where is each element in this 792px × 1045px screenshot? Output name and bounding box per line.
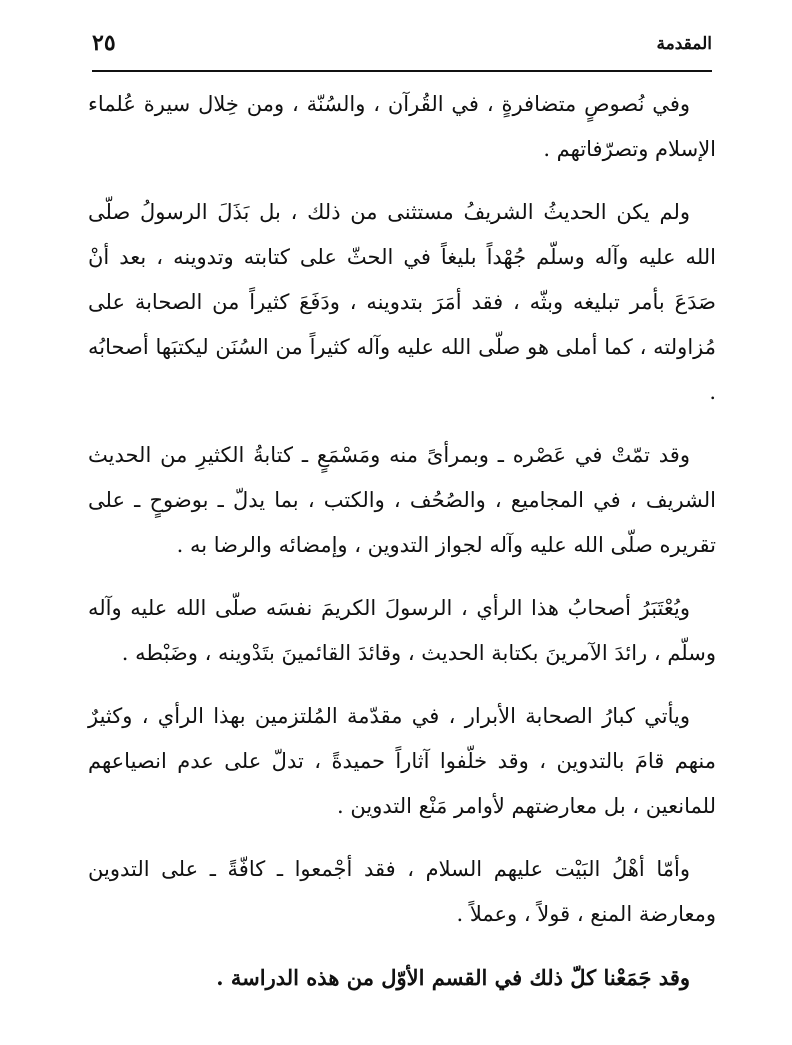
closing-paragraph	[88, 955, 716, 1000]
paragraph-3: وقد تمّتْ في عَصْره ـ وبمرأىً منه ومَسْمَعٍ ـ كتابةُ الكثيرِ من الحديث الشريف ، في المجاميع ، والصُحُف ، والكتب ، بما يدلّ ـ بوضوحٍ ـ على تقريره صلّى الله عليه وآله لجواز التدوين ، وإمضائه والرضا به .	[88, 443, 716, 557]
page-header	[92, 28, 712, 68]
closing-emphasis: القسم الأوّل من هذه الدراسة	[230, 965, 488, 990]
page-number: ٢٥	[92, 30, 116, 56]
body-text	[88, 82, 716, 1018]
closing-lead: وقد جَمَعْنا كلّ ذلك في	[487, 965, 690, 990]
paragraph-1: وفي نُصوصٍ متضافرةٍ ، في القُرآن ، والسُنّة ، ومن خِلال سيرة عُلماء الإسلام وتصرّفاتهم .	[88, 92, 716, 161]
closing-tail: .	[216, 965, 231, 990]
paragraph-5: ويأتي كبارُ الصحابة الأبرار ، في مقدّمة المُلتزمين بهذا الرأي ، وكثيرٌ منهم قامَ بالتدوين ، وقد خلّفوا آثاراً حميدةً ، تدلّ على عدم انصياعهم للمانعين ، بل معارضتهم لأوامر مَنْع التدوين .	[88, 704, 716, 818]
paragraph-2: ولم يكن الحديثُ الشريفُ مستثنى من ذلك ، بل بَذَلَ الرسولُ صلّى الله عليه وآله وسلّم جُهْداً بليغاً في الحثّ على كتابته وتدوينه ، بعد أنْ صَدَعَ بأمر تبليغه وبثّه ، فقد أمَرَ بتدوينه ، ودَفَعَ كثيراً من الصحابة على مُزاولته ، كما أملى هو صلّى الله عليه وآله كثيراً من السُنَن ليكتبَها أصحابُه .	[88, 200, 716, 404]
paragraph-4: ويُعْتَبَرُ أصحابُ هذا الرأي ، الرسولَ الكريمَ نفسَه صلّى الله عليه وآله وسلّم ، رائدَ الآمرينَ بكتابة الحديث ، وقائدَ القائمينَ بتَدْوينه ، وضَبْطه .	[88, 596, 716, 665]
header-rule	[92, 70, 712, 72]
running-title: المقدمة	[656, 34, 712, 54]
paragraph-6: وأمّا أهْلُ البَيْت عليهم السلام ، فقد أجْمعوا ـ كافّةً ـ على التدوين ومعارضة المنع ، قولاً ، وعملاً .	[88, 857, 716, 926]
